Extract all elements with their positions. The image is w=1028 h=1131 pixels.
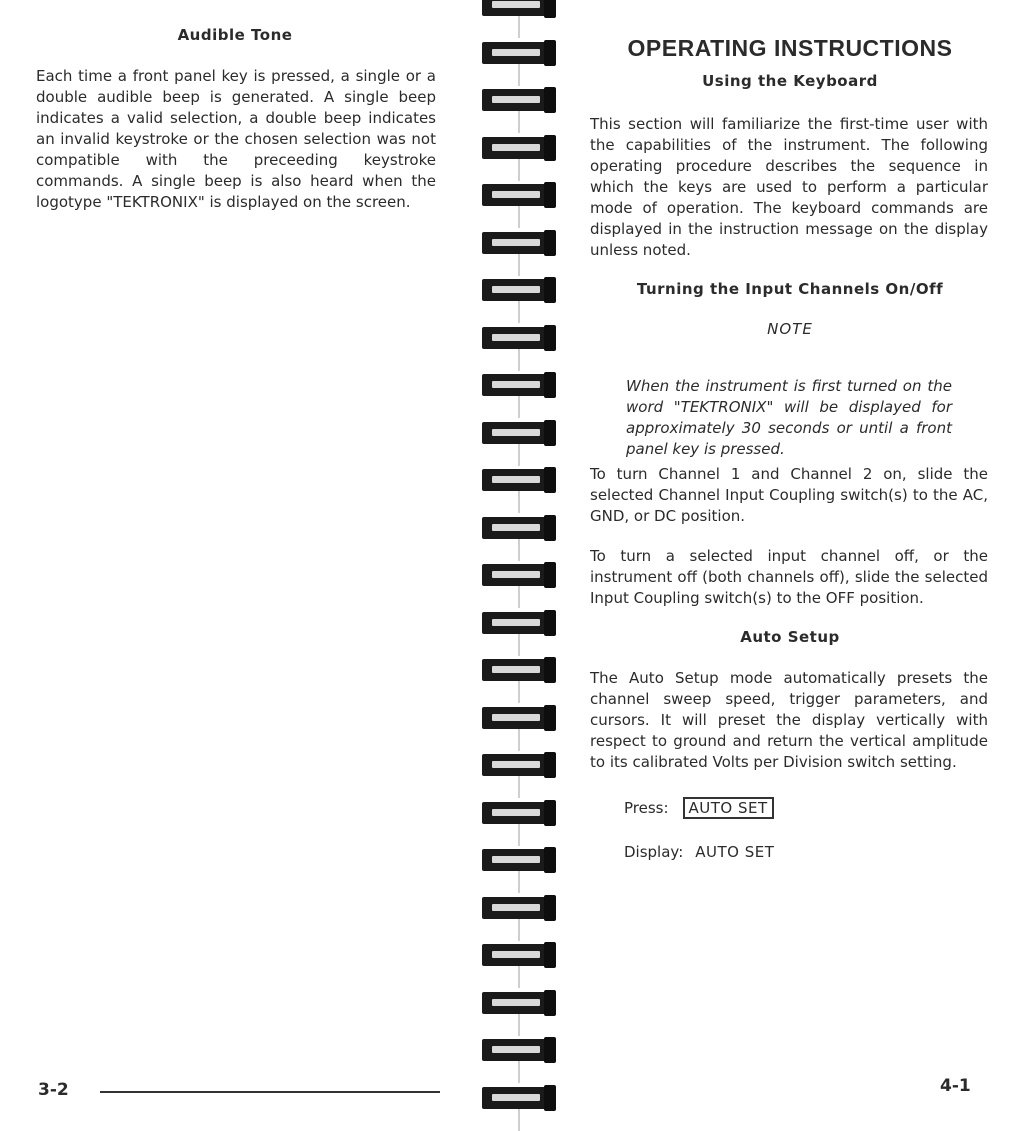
binding-ring bbox=[482, 659, 554, 681]
binding-ring bbox=[482, 232, 554, 254]
binding-ring bbox=[482, 707, 554, 729]
press-label: Press: bbox=[624, 799, 669, 817]
right-page bbox=[560, 0, 1028, 1120]
page-title: OPERATING INSTRUCTIONS bbox=[627, 35, 953, 62]
binding-ring bbox=[482, 422, 554, 444]
note-label: NOTE bbox=[767, 320, 813, 338]
binding-ring bbox=[482, 42, 554, 64]
binding-ring bbox=[482, 469, 554, 491]
binding-ring bbox=[482, 279, 554, 301]
keyboard-heading: Using the Keyboard bbox=[702, 72, 878, 90]
left-page-number: 3-2 bbox=[38, 1080, 69, 1100]
auto-setup-heading: Auto Setup bbox=[740, 628, 840, 646]
right-page-number: 4-1 bbox=[940, 1076, 971, 1096]
display-instruction bbox=[624, 843, 774, 861]
binding-ring bbox=[482, 849, 554, 871]
binding-ring bbox=[482, 897, 554, 919]
binding-ring bbox=[482, 1039, 554, 1061]
channels-off-paragraph: To turn a selected input channel off, or the instrument off (both channels off), slide the selected Input Coupling switch(s) to the OFF position. bbox=[590, 547, 988, 607]
display-label: Display: bbox=[624, 843, 684, 861]
audible-tone-heading: Audible Tone bbox=[177, 26, 293, 44]
channels-heading: Turning the Input Channels On/Off bbox=[636, 280, 944, 298]
binding-ring bbox=[482, 89, 554, 111]
binding-ring bbox=[482, 374, 554, 396]
display-value: AUTO SET bbox=[695, 843, 775, 861]
binding-ring bbox=[482, 184, 554, 206]
binding-ring bbox=[482, 1087, 554, 1109]
keyboard-paragraph: This section will familiarize the first-time user with the capabilities of the instrument. The following operating procedure describes the sequence in which the keys are used to perform a particular mode of operation. The keyboard commands are displayed in the instruction message on the display unless noted. bbox=[590, 115, 988, 259]
note-text: When the instrument is first turned on the word "TEKTRONIX" will be displayed for approximately 30 seconds or until a front panel key is pressed. bbox=[626, 377, 952, 458]
binding-ring bbox=[482, 0, 554, 16]
footer-rule bbox=[100, 1091, 440, 1093]
press-instruction bbox=[624, 797, 774, 819]
binding-ring bbox=[482, 802, 554, 824]
binding-ring bbox=[482, 992, 554, 1014]
audible-tone-paragraph: Each time a front panel key is pressed, a single or a double audible beep is generated. A single beep indicates a valid selection, a double beep indicates an invalid keystroke or the chosen selection was not compatible with the preceeding keystroke commands. A single beep is also heard when the logotype "TEKTRONIX" is displayed on the screen. bbox=[36, 67, 436, 211]
binding-ring bbox=[482, 137, 554, 159]
binding-ring bbox=[482, 754, 554, 776]
binding-ring bbox=[482, 564, 554, 586]
binding-ring bbox=[482, 612, 554, 634]
binding-ring bbox=[482, 517, 554, 539]
auto-setup-paragraph: The Auto Setup mode automatically presets the channel sweep speed, trigger parameters, and cursors. It will preset the display vertically with respect to ground and return the vertical amplitude to its calibrated Volts per Division switch setting. bbox=[590, 669, 988, 771]
auto-set-key: AUTO SET bbox=[683, 797, 774, 819]
binding-ring bbox=[482, 327, 554, 349]
channels-on-paragraph: To turn Channel 1 and Channel 2 on, slide the selected Channel Input Coupling switch(s) to the AC, GND, or DC position. bbox=[590, 465, 988, 525]
spiral-binding bbox=[478, 0, 558, 1120]
binding-ring bbox=[482, 944, 554, 966]
left-page bbox=[0, 0, 470, 1120]
